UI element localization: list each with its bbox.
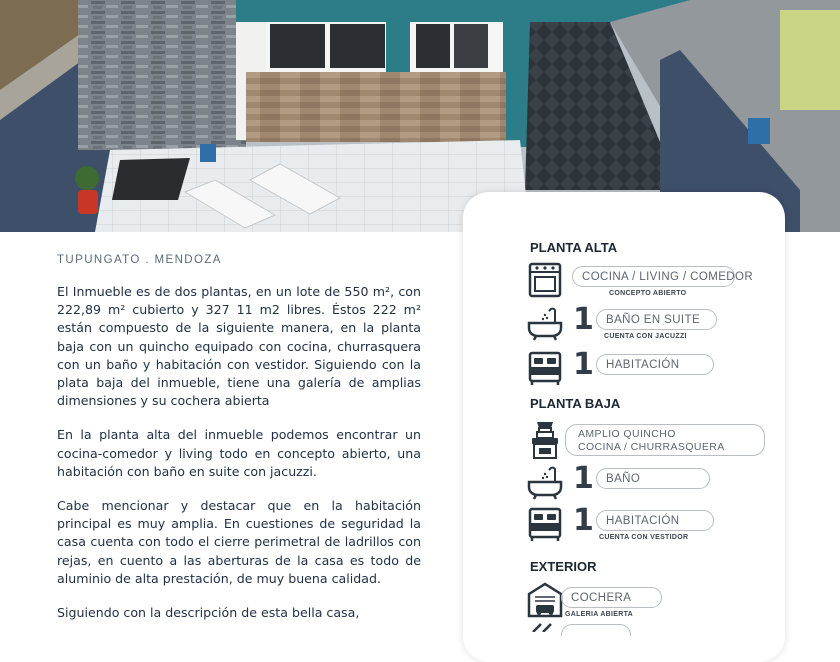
feature-label-bano: BAÑO [596, 468, 710, 489]
feature-note: CONCEPTO ABIERTO [609, 290, 687, 297]
feature-label-cochera: COCHERA [561, 587, 662, 608]
garage-icon [527, 582, 563, 618]
feature-label-habitacion: HABITACIÓN [596, 354, 714, 375]
feature-label-bano-suite: BAÑO EN SUITE [596, 309, 717, 330]
description-text [57, 283, 421, 638]
feature-label-line: COCINA / CHURRASQUERA [578, 441, 725, 453]
partial-pill [561, 624, 631, 636]
feature-note: CUENTA CON JACUZZI [604, 333, 687, 340]
feature-label-habitacion: HABITACIÓN [596, 510, 714, 531]
section-title-exterior: EXTERIOR [530, 559, 597, 574]
description-paragraph: Cabe mencionar y destacar que en la habitación principal es muy amplia. En cuestiones de seguridad la casa cuenta con todo el cierre perimetral de ladrillos con rejas, en cuento a las aberturas de la casa es todo de aluminio de alta prestación, de muy buena calidad. [57, 498, 421, 586]
feature-note: GALERIA ABIERTA [565, 611, 634, 618]
features-card [463, 192, 785, 662]
bathtub-icon [527, 305, 563, 341]
feature-label-line: AMPLIO QUINCHO [578, 428, 676, 440]
description-paragraph: En la planta alta del inmueble podemos encontrar un cocina-comedor y living todo en concepto abierto, una habitación con baño en suite con jacuzzi. [57, 427, 421, 479]
bed-icon [527, 506, 563, 542]
feature-count: 1 [573, 461, 594, 496]
bed-icon [527, 350, 563, 386]
grill-icon [527, 420, 563, 460]
location-label: TUPUNGATO . MENDOZA [57, 254, 222, 266]
bathtub-icon [527, 464, 563, 500]
feature-label-quincho [565, 424, 765, 456]
feature-count: 1 [573, 302, 594, 337]
feature-label-cocina: COCINA / LIVING / COMEDOR [572, 266, 735, 287]
description-paragraph: El Inmueble es de dos plantas, en un lote de 550 m², con 222,89 m² cubierto y 327 11 m2 libres. Éstos 222 m² están compuesto de la siguiente manera, en la planta baja con un quincho equipado con cocina, churrasquera con un baño y habitación con vestidor. Siguiendo con la plata baja del inmueble, tiene una galería de amplias dimensiones y su cochera abierta [57, 284, 421, 409]
section-title-planta-baja: PLANTA BAJA [530, 396, 621, 411]
feature-count: 1 [573, 503, 594, 538]
stove-icon [527, 262, 563, 298]
feature-note: CUENTA CON VESTIDOR [599, 534, 689, 541]
section-title-planta-alta: PLANTA ALTA [530, 240, 618, 255]
feature-count: 1 [573, 347, 594, 382]
partial-icon [531, 622, 561, 632]
description-paragraph: Siguiendo con la descripción de esta bella casa, [57, 605, 360, 621]
